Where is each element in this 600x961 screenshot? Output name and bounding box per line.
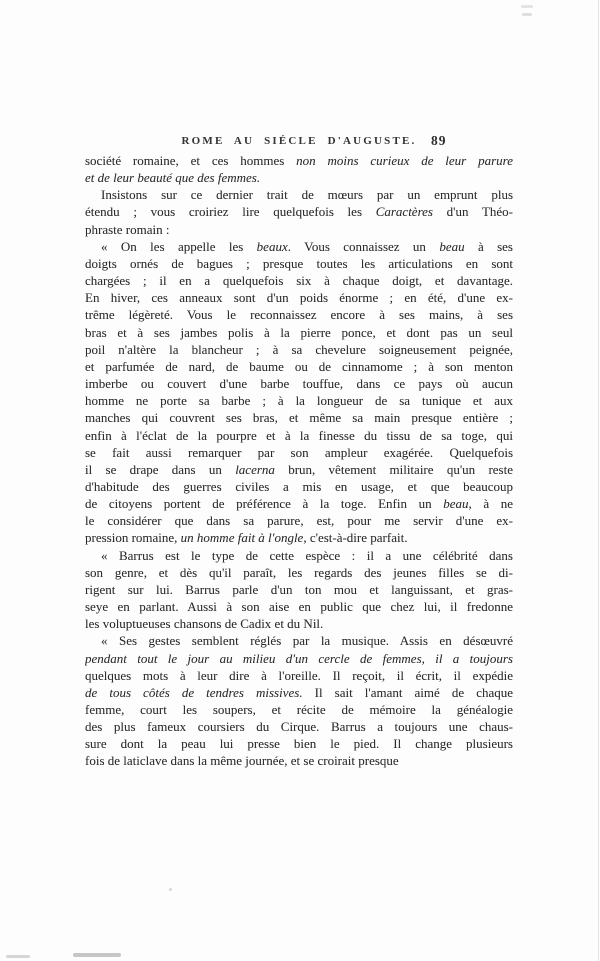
text-line: bras et à ses jambes polis à la pierre ponce, et dont pas un seul [85,324,513,340]
scan-smudge-artifact [522,13,532,16]
scan-smudge-artifact [73,953,121,957]
text-line: pendant tout le jour au milieu d'un cercle de femmes, il a toujours [85,650,513,666]
paragraph [85,152,513,186]
scan-dot-artifact [169,888,172,891]
text-line: et de leur beauté que des femmes. [85,170,261,186]
scan-smudge-artifact [6,955,30,958]
text-line: se fait aussi remarquer par son ampleur exagérée. Quelquefois [85,444,513,460]
text-line: doigts ornés de bagues ; presque toutes les articulations en sont [85,255,513,271]
text-line: enfin à l'éclat de la pourpre et à la finesse du tissu de sa toge, qui [85,427,513,443]
text-line: pression romaine, un homme fait à l'ongle, c'est-à-dire parfait. [85,530,408,546]
text-line: de tous côtés de tendres missives. Il sait l'amant aimé de chaque [85,684,513,700]
paragraph [85,632,513,769]
text-line: Insistons sur ce dernier trait de mœurs par un emprunt plus [101,187,513,203]
scan-smudge-artifact [521,5,533,8]
text-line: imberbe ou couvert d'une barbe touffue, dans ce pays où aucun [85,376,513,392]
text-line: « Barrus est le type de cette espèce : il a une célébrité dans [101,547,513,563]
text-block [85,152,513,770]
paragraph [85,547,513,633]
running-head-title: ROME AU SIÉCLE D'AUGUSTE. [181,135,417,147]
text-line: il se drape dans un lacerna brun, vêtement militaire qu'un reste [85,461,513,477]
text-line: En hiver, ces anneaux sont d'un poids énorme ; en été, d'une ex- [85,290,513,306]
text-line: poil n'altère la blancheur ; à sa chevelure soigneusement peignée, [85,341,513,357]
text-line: société romaine, et ces hommes non moins curieux de leur parure [85,153,513,168]
text-line: sure dont la peau lui presse bien le pied. Il change plusieurs [85,736,513,752]
text-line: son genre, et dès qu'il paraît, les regards des jeunes filles se di- [85,564,513,580]
text-line: « On les appelle les beaux. Vous connaissez un beau à ses [101,238,513,254]
text-line: homme ne porte sa barbe ; à la longueur de sa tunique et aux [85,393,513,409]
text-line: le considérer que dans sa parure, est, pour me servir d'une ex- [85,513,513,529]
text-line: trême légèreté. Vous le reconnaissez encore à ses mains, à ses [85,307,513,323]
text-line: quelques mots à leur dire à l'oreille. Il reçoit, il écrit, il expédie [85,667,513,683]
text-line: « Ses gestes semblent réglés par la musique. Assis en désœuvré [101,633,513,649]
text-line: d'habitude des guerres civiles a mis en usage, et que beaucoup [85,478,513,494]
text-line: phraste romain : [85,221,170,237]
text-line: seye en parlant. Aussi à son aise en public que chez lui, il fredonne [85,599,513,615]
text-line: et parfumée de nard, de baume ou de cinnamome ; à son menton [85,358,513,374]
text-line: chargées ; il en a quelquefois six à chaque doigt, et davantage. [85,273,513,289]
text-line: manches qui couvrent ses bras, et même sa main presque entière ; [85,410,513,426]
text-line: rigent sur lui. Barrus parle d'un ton mou et languissant, et gras- [85,581,513,597]
text-line: femme, court les soupers, et récite de mémoire la généalogie [85,702,513,717]
text-line: de citoyens portent de préférence à la toge. Enfin un beau, à ne [85,496,513,512]
text-line: des plus fameux coursiers du Cirque. Barrus a toujours une chaus- [85,719,513,735]
page-number: 89 [431,133,447,148]
paragraph [85,238,513,547]
text-line: fois de laticlave dans la même journée, et se croirait presque [85,753,399,769]
text-line: étendu ; vous croiriez lire quelquefois les Caractères d'un Théo- [85,204,513,220]
text-line: les voluptueuses chansons de Cadix et du Nil. [85,616,324,632]
paragraph [85,186,513,237]
scan-edge-artifact [598,0,599,961]
